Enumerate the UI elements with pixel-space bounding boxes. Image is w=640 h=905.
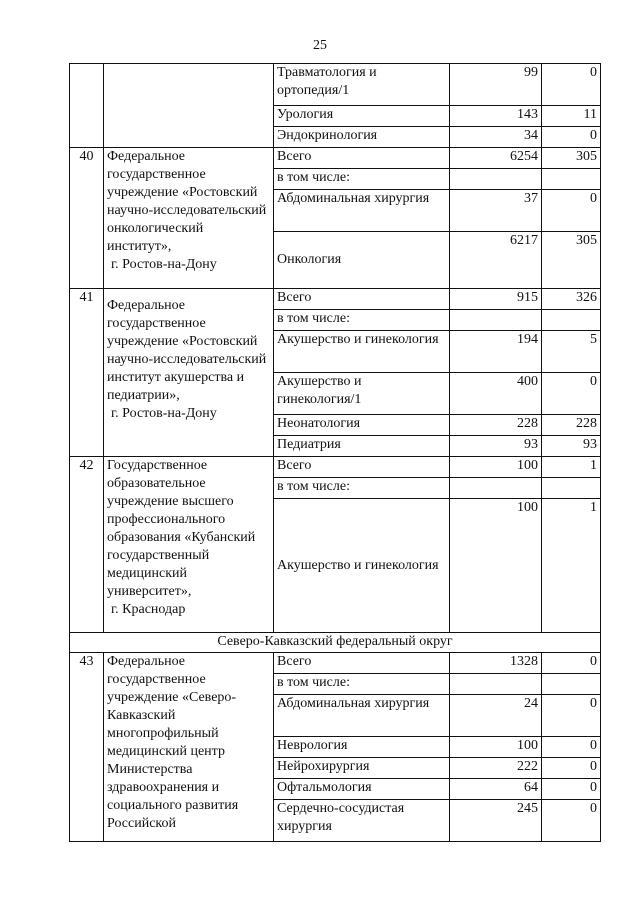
row-number: 40 xyxy=(70,148,104,289)
value-cell: 6217 xyxy=(450,232,542,289)
value-cell: 194 xyxy=(450,331,542,373)
organization-cell xyxy=(104,457,274,633)
specialty-cell: Неонатология xyxy=(274,415,450,436)
value-cell xyxy=(450,310,542,331)
organization-cell xyxy=(104,289,274,457)
value-cell: 34 xyxy=(450,127,542,148)
organization-name: Федеральное государственное учреждение «Ростовский научно-исследовательский институт акушерства и педиатрии», xyxy=(107,298,267,403)
row-number: 42 xyxy=(70,457,104,633)
value-cell: 0 xyxy=(542,695,601,737)
specialty-cell: в том числе: xyxy=(274,169,450,190)
value-cell: 11 xyxy=(542,106,601,127)
specialty-cell: Офтальмология xyxy=(274,779,450,800)
value-cell: 305 xyxy=(542,148,601,169)
value-cell xyxy=(542,310,601,331)
row-number: 41 xyxy=(70,289,104,457)
value-cell: 0 xyxy=(542,758,601,779)
value-cell: 0 xyxy=(542,373,601,415)
specialty-cell: Сердечно-сосудистая хирургия xyxy=(274,800,450,842)
specialty-cell: Эндокринология xyxy=(274,127,450,148)
value-cell: 24 xyxy=(450,695,542,737)
value-cell: 99 xyxy=(450,64,542,106)
value-cell xyxy=(542,169,601,190)
organization-cell xyxy=(104,653,274,842)
value-cell: 400 xyxy=(450,373,542,415)
value-cell: 5 xyxy=(542,331,601,373)
region-heading: Северо-Кавказский федеральный округ xyxy=(70,633,601,653)
specialty-cell: Акушерство и гинекология/1 xyxy=(274,373,450,415)
specialty-cell: Всего xyxy=(274,653,450,674)
specialty-cell: Неврология xyxy=(274,737,450,758)
organization-name: Федеральное государственное учреждение «Северо-Кавказский многопрофильный медицинский центр Министерства здравоохранения и социального развития Российской xyxy=(107,654,239,831)
empty-num-cell xyxy=(70,64,104,148)
specialty-cell: Всего xyxy=(274,457,450,478)
specialty-cell: Нейрохирургия xyxy=(274,758,450,779)
value-cell xyxy=(450,169,542,190)
region-row xyxy=(70,633,601,653)
table-row xyxy=(70,457,601,478)
value-cell: 0 xyxy=(542,127,601,148)
value-cell xyxy=(450,478,542,499)
value-cell: 100 xyxy=(450,737,542,758)
specialty-cell: Педиатрия xyxy=(274,436,450,457)
organization-city: г. Ростов-на-Дону xyxy=(111,406,217,421)
value-cell: 1 xyxy=(542,457,601,478)
page-number: 25 xyxy=(313,38,327,53)
value-cell: 0 xyxy=(542,779,601,800)
table-row xyxy=(70,148,601,169)
value-cell: 93 xyxy=(542,436,601,457)
value-cell: 245 xyxy=(450,800,542,842)
value-cell xyxy=(542,478,601,499)
value-cell: 1328 xyxy=(450,653,542,674)
value-cell: 93 xyxy=(450,436,542,457)
value-cell: 222 xyxy=(450,758,542,779)
specialty-cell: в том числе: xyxy=(274,674,450,695)
organization-name: Государственное образовательное учреждение высшего профессионального образования «Кубанский государственный медицинский университет», xyxy=(107,458,256,599)
value-cell: 100 xyxy=(450,499,542,633)
value-cell xyxy=(542,674,601,695)
value-cell: 6254 xyxy=(450,148,542,169)
specialty-cell: Всего xyxy=(274,289,450,310)
value-cell: 100 xyxy=(450,457,542,478)
value-cell: 305 xyxy=(542,232,601,289)
allocation-table xyxy=(69,63,601,842)
specialty-cell: Всего xyxy=(274,148,450,169)
value-cell: 228 xyxy=(542,415,601,436)
value-cell: 143 xyxy=(450,106,542,127)
specialty-cell: Абдоминальная хирургия xyxy=(274,695,450,737)
specialty-cell: в том числе: xyxy=(274,310,450,331)
table-row xyxy=(70,64,601,106)
value-cell: 0 xyxy=(542,190,601,232)
value-cell: 0 xyxy=(542,653,601,674)
organization-cell xyxy=(104,148,274,289)
organization-city: г. Краснодар xyxy=(111,602,186,617)
specialty-cell: Акушерство и гинекология xyxy=(274,499,450,633)
value-cell: 228 xyxy=(450,415,542,436)
value-cell xyxy=(450,674,542,695)
value-cell: 0 xyxy=(542,737,601,758)
value-cell: 326 xyxy=(542,289,601,310)
specialty-cell: Онкология xyxy=(274,232,450,289)
value-cell: 64 xyxy=(450,779,542,800)
value-cell: 1 xyxy=(542,499,601,633)
specialty-cell: в том числе: xyxy=(274,478,450,499)
value-cell: 0 xyxy=(542,64,601,106)
value-cell: 0 xyxy=(542,800,601,842)
value-cell: 915 xyxy=(450,289,542,310)
empty-org-cell xyxy=(104,64,274,148)
row-number: 43 xyxy=(70,653,104,842)
specialty-cell: Травматология и ортопедия/1 xyxy=(274,64,450,106)
organization-name: Федеральное государственное учреждение «Ростовский научно-исследовательский онкологический институт», xyxy=(107,149,267,254)
specialty-cell: Абдоминальная хирургия xyxy=(274,190,450,232)
table-row xyxy=(70,289,601,310)
value-cell: 37 xyxy=(450,190,542,232)
specialty-cell: Урология xyxy=(274,106,450,127)
organization-city: г. Ростов-на-Дону xyxy=(111,257,217,272)
specialty-cell: Акушерство и гинекология xyxy=(274,331,450,373)
table-row xyxy=(70,653,601,674)
